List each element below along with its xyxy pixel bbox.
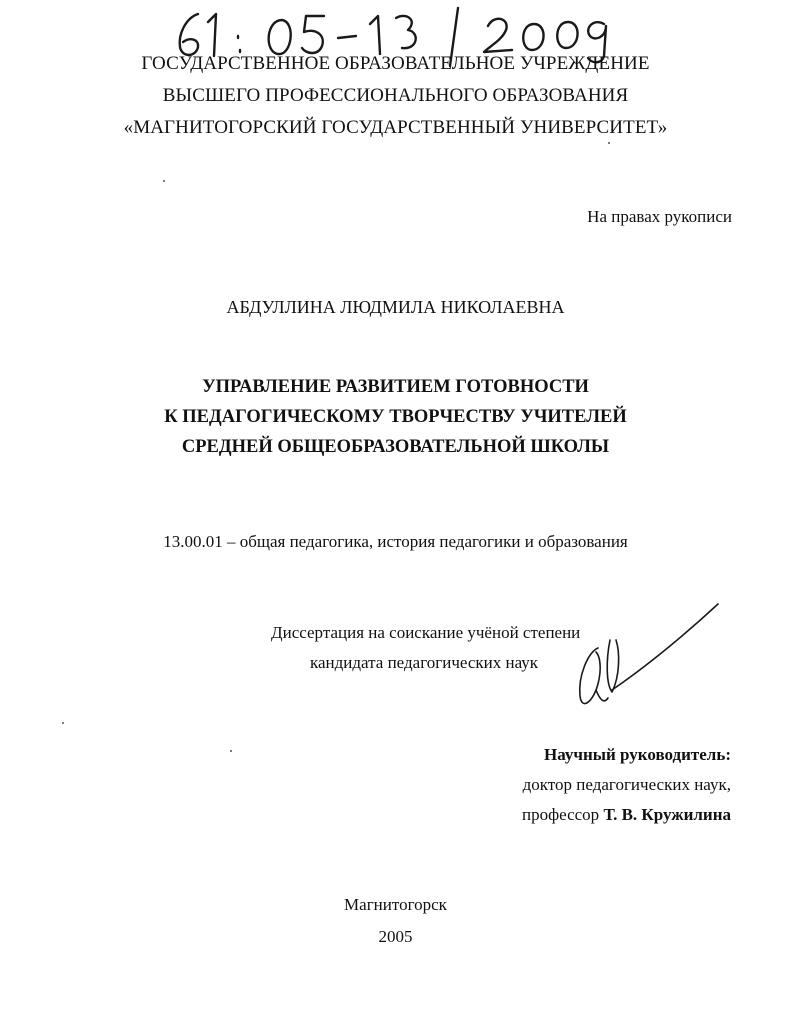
supervisor-heading: Научный руководитель: xyxy=(544,745,731,764)
supervisor-line xyxy=(522,805,731,825)
scan-speck xyxy=(163,180,165,182)
degree-line-1: Диссертация на соискание учёной степени xyxy=(271,623,581,642)
city: Магнитогорск xyxy=(344,895,447,914)
supervisor-degree: доктор педагогических наук, xyxy=(522,775,731,794)
supervisor-name: Т. В. Кружилина xyxy=(603,805,731,824)
author-name: АБДУЛЛИНА ЛЮДМИЛА НИКОЛАЕВНА xyxy=(226,297,565,317)
title-line-2: К ПЕДАГОГИЧЕСКОМУ ТВОРЧЕСТВУ УЧИТЕЛЕЙ xyxy=(164,407,627,427)
degree-line-2: кандидата педагогических наук xyxy=(310,653,539,672)
specialty: 13.00.01 – общая педагогика, история педагогики и образования xyxy=(163,532,628,551)
manuscript-note: На правах рукописи xyxy=(587,207,732,226)
scan-speck xyxy=(230,750,232,752)
institution-line-3: «МАГНИТОГОРСКИЙ ГОСУДАРСТВЕННЫЙ УНИВЕРСИТЕТ» xyxy=(123,117,668,138)
institution-line-2: ВЫСШЕГО ПРОФЕССИОНАЛЬНОГО ОБРАЗОВАНИЯ xyxy=(162,85,629,106)
title-line-3: СРЕДНЕЙ ОБЩЕОБРАЗОВАТЕЛЬНОЙ ШКОЛЫ xyxy=(181,437,610,457)
scan-speck xyxy=(62,722,64,724)
institution-line-1: ГОСУДАРСТВЕННОЕ ОБРАЗОВАТЕЛЬНОЕ УЧРЕЖДЕНИЕ xyxy=(141,53,650,74)
year: 2005 xyxy=(378,927,413,946)
title-line-1: УПРАВЛЕНИЕ РАЗВИТИЕМ ГОТОВНОСТИ xyxy=(202,377,589,397)
supervisor-title: профессор xyxy=(522,805,600,824)
scan-speck xyxy=(608,142,610,144)
